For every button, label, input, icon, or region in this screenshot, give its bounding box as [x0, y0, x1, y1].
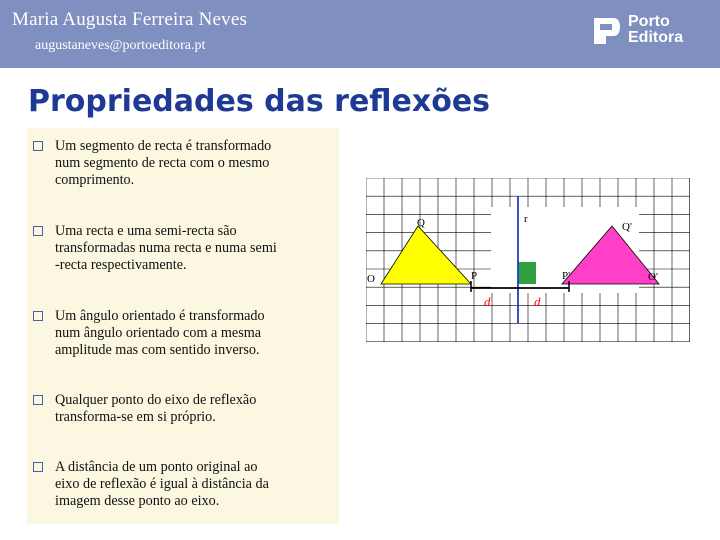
- bullet-line: -recta respectivamente.: [55, 257, 187, 273]
- bullet-line: Um segmento de recta é transformado: [55, 138, 272, 154]
- bullet-panel: [27, 128, 339, 524]
- logo-line-porto: Porto: [628, 13, 670, 30]
- bullet-line: Qualquer ponto do eixo de reflexão: [55, 392, 257, 408]
- bullet-square-icon: [33, 311, 43, 321]
- author-email: augustaneves@portoeditora.pt: [35, 38, 206, 53]
- right-angle-square: [518, 262, 536, 284]
- logo-line-editora: Editora: [628, 29, 684, 46]
- bullet-line: num ângulo orientado com a mesma: [55, 325, 262, 341]
- reflection-diagram: [366, 178, 690, 342]
- label-q-image: Q': [622, 221, 632, 233]
- label-o-image: O': [648, 271, 658, 283]
- original-triangle: [381, 226, 471, 284]
- bullet-item: [33, 308, 333, 359]
- bullet-line: comprimento.: [55, 172, 135, 188]
- label-p: P: [471, 270, 478, 282]
- bullet-line: num segmento de recta com o mesmo: [55, 155, 270, 171]
- bullet-square-icon: [33, 141, 43, 151]
- bullet-square-icon: [33, 462, 43, 472]
- bullet-line: imagem desse ponto ao eixo.: [55, 493, 220, 509]
- bullet-line: transforma-se em si próprio.: [55, 409, 216, 425]
- bullet-item: [33, 459, 333, 510]
- bullet-item: [33, 138, 333, 189]
- slide-title: Propriedades das reflexões: [28, 84, 491, 119]
- bullet-line: transformadas numa recta e numa semi: [55, 240, 277, 256]
- bullet-line: A distância de um ponto original ao: [55, 459, 258, 475]
- logo-mark-icon: [592, 14, 624, 48]
- porto-editora-logo: [592, 14, 702, 50]
- bullet-line: Uma recta e uma semi-recta são: [55, 223, 237, 239]
- distance-label-left: d: [484, 294, 491, 309]
- header-bar: [0, 0, 720, 68]
- axis-label-r: r: [524, 213, 528, 225]
- bullet-line: Um ângulo orientado é transformado: [55, 308, 265, 324]
- label-q: Q: [417, 217, 425, 229]
- bullet-square-icon: [33, 226, 43, 236]
- distance-label-right: d: [534, 294, 541, 309]
- logo-text: [628, 14, 683, 46]
- label-p-image: P': [562, 270, 571, 282]
- bullet-square-icon: [33, 395, 43, 405]
- bullet-line: amplitude mas com sentido inverso.: [55, 342, 260, 358]
- bullet-line: eixo de reflexão é igual à distância da: [55, 476, 269, 492]
- bullet-item: [33, 392, 333, 426]
- bullet-item: [33, 223, 333, 274]
- label-o: O: [367, 273, 375, 285]
- author-name: Maria Augusta Ferreira Neves: [12, 9, 248, 30]
